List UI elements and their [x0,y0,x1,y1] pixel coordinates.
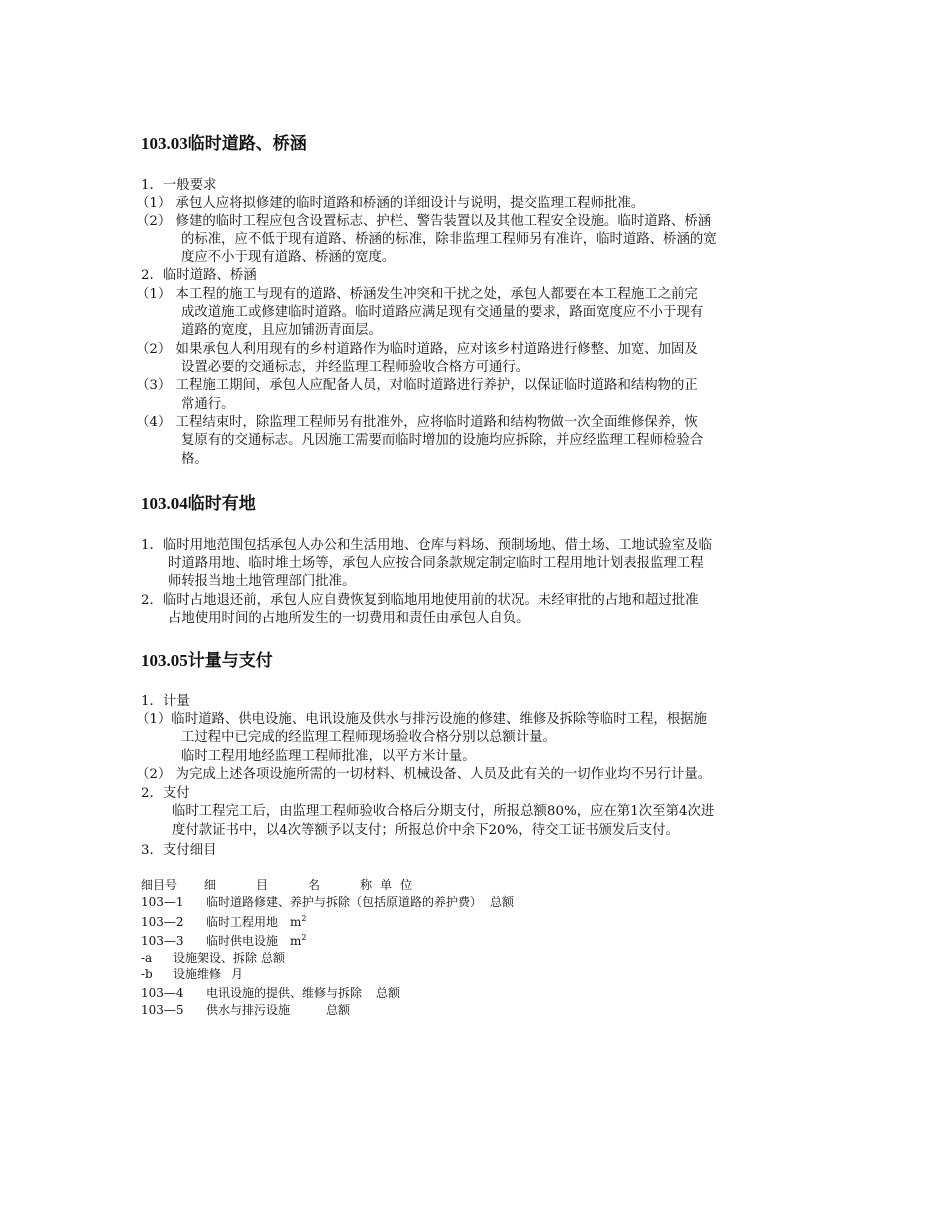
row-name: 供水与排污设施 [206,1003,291,1017]
pay-table-row [141,914,307,930]
row-unit: 总额 [326,1003,351,1017]
header-cell: 目 [256,878,269,892]
header-cell: 细目号 [141,878,178,892]
paragraph-line: 的标准，应不低于现有道路、桥涵的标准，除非监理工程师另有准许，临时道路、桥涵的宽 [181,232,717,247]
header-cell: 细 [204,878,217,892]
paragraph-line: 时道路用地、临时堆土场等，承包人应按合同条款规定制定临时工程用地计划表报监理工程 [168,556,704,571]
paragraph-line: 复原有的交通标志。凡因施工需要而临时增加的设施均应拆除，并应经监理工程师检验合 [181,433,704,448]
header-cell: 位 [400,878,413,892]
paragraph-line: （4） 工程结束时，除监理工程师另有批准外，应将临时道路和结构物做一次全面维修保养，恢 [136,415,698,430]
paragraph-line: （1） 本工程的施工与现有的道路、桥涵发生冲突和干扰之处，承包人都要在本工程施工之前完 [136,287,698,302]
pay-table-row [141,985,400,1001]
pay-table-row [141,950,285,966]
row-unit: m [290,915,302,929]
row-unit: 总额 [490,895,515,909]
section-heading-103-03: 103.03临时道路、桥涵 [141,134,307,153]
pay-table-row [141,1002,350,1018]
header-cell: 称 [360,878,373,892]
paragraph-line: 2．支付 [141,786,190,801]
paragraph-line: 工过程中已完成的经监理工程师现场验收合格分别以总额计量。 [181,730,556,745]
pay-table-row [141,966,243,982]
paragraph-line: 常通行。 [181,397,235,412]
paragraph-line: 2．临时占地退还前，承包人应自费恢复到临地用地使用前的状况。未经审批的占地和超过批准 [141,593,699,608]
row-unit-superscript: 2 [301,933,307,942]
row-code: 103—4 [141,986,184,1000]
header-cell: 名 [308,878,321,892]
row-code: -a [141,951,153,965]
paragraph-line: 3．支付细目 [141,843,217,858]
paragraph-line: （2） 为完成上述各项设施所需的一切材料、机械设备、人员及此有关的一切作业均不另行计量。 [136,767,712,782]
row-name: 临时道路修建、养护与拆除（包括原道路的养护费） [206,895,483,909]
paragraph-line: 临时工程用地经监理工程师批准，以平方米计量。 [181,749,476,764]
paragraph-line: 格。 [181,452,208,467]
paragraph-line: 1．一般要求 [141,178,217,193]
row-name: 临时工程用地 [206,915,279,929]
row-code: 103—2 [141,915,184,929]
row-unit: m [290,934,302,948]
paragraph-line: （2） 修建的临时工程应包含设置标志、护栏、警告装置以及其他工程安全设施。临时道路、桥涵 [136,214,712,229]
row-code: 103—1 [141,895,184,909]
row-code: -b [141,967,153,981]
paragraph-line: 度付款证书中，以4次等额予以支付；所报总价中余下20%，待交工证书颁发后支付。 [172,823,679,838]
paragraph-line: 2．临时道路、桥涵 [141,268,257,283]
paragraph-line: 成改道施工或修建临时道路。临时道路应满足现有交通量的要求，路面宽度应不小于现有 [181,305,704,320]
paragraph-line: 设置必要的交通标志，并经监理工程师验收合格方可通行。 [181,360,530,375]
row-unit-superscript: 2 [301,914,307,923]
pay-table-row [141,933,307,949]
section-heading-103-04: 103.04临时有地 [141,494,256,513]
paragraph-line: 1．计量 [141,694,190,709]
paragraph-line: （1） 承包人应将拟修建的临时道路和桥涵的详细设计与说明，提交监理工程师批准。 [136,196,645,211]
row-code: 103—3 [141,934,184,948]
pay-table-row [141,894,514,910]
paragraph-line: （2） 如果承包人利用现有的乡村道路作为临时道路，应对该乡村道路进行修整、加宽、加固及 [136,342,698,357]
paragraph-line: 师转报当地土地管理部门批准。 [168,574,356,589]
paragraph-line: 占地使用时间的占地所发生的一切费用和责任由承包人自负。 [168,611,530,626]
row-unit: 月 [231,967,244,981]
row-code: 103—5 [141,1003,184,1017]
row-name: 设施维修 [173,967,222,981]
paragraph-line: （3） 工程施工期间，承包人应配备人员，对临时道路进行养护，以保证临时道路和结构物的正 [136,378,698,393]
header-cell: 单 [380,878,393,892]
paragraph-line: 临时工程完工后，由监理工程师验收合格后分期支付，所报总额80%，应在第1次至第4次进 [172,804,715,819]
row-name: 设施架设、拆除 [173,951,258,965]
paragraph-line: 度应不小于现有道路、桥涵的宽度。 [181,250,396,265]
row-name: 电讯设施的提供、维修与拆除 [206,986,363,1000]
section-heading-103-05: 103.05计量与支付 [141,651,273,670]
paragraph-line: 道路的宽度，且应加铺沥青面层。 [181,323,382,338]
paragraph-line: 1．临时用地范围包括承包人办公和生活用地、仓库与料场、预制场地、借土场、工地试验室及临 [141,538,712,553]
row-name: 临时供电设施 [206,934,279,948]
row-unit: 总额 [261,951,286,965]
pay-table-header [141,877,412,893]
paragraph-line: （1）临时道路、供电设施、电讯设施及供水与排污设施的修建、维修及拆除等临时工程，根据施 [136,712,707,727]
row-unit: 总额 [376,986,401,1000]
